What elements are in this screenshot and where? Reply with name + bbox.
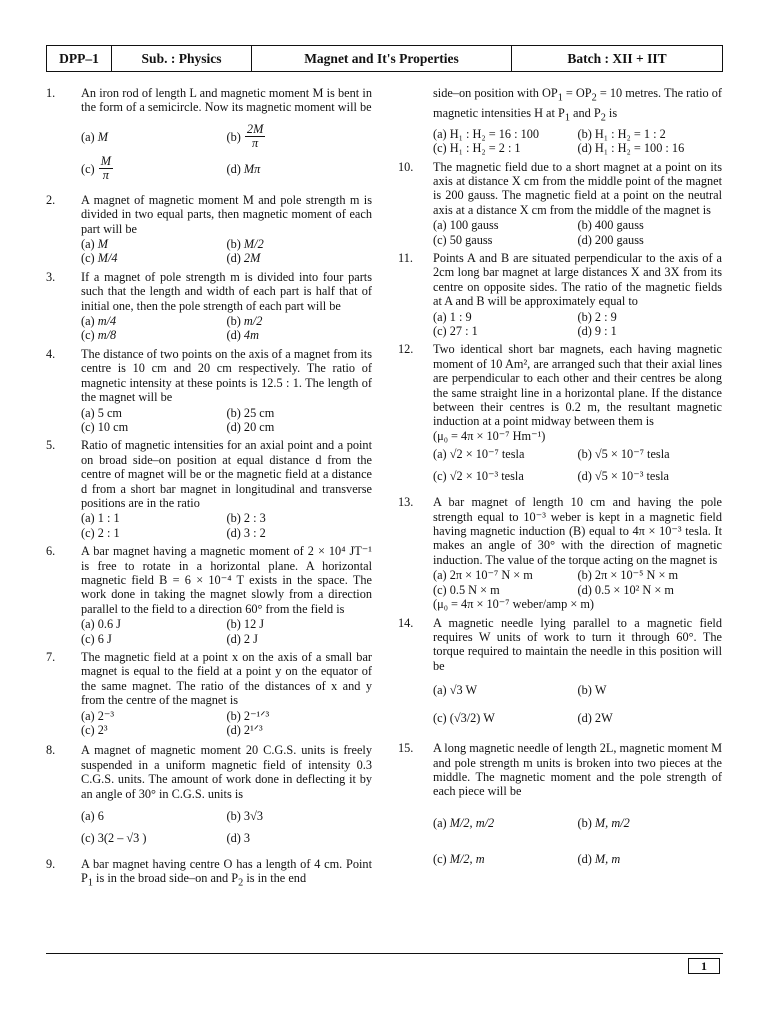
option-a: (a) 2π × 10⁻⁷ N × m	[433, 568, 533, 583]
fraction-m-over-pi: $\frac{M}{\pi}$	[100, 154, 111, 183]
option-a: (a) √2 × 10⁻⁷ tesla	[433, 447, 525, 462]
question-1	[46, 86, 372, 185]
batch-label: Batch : XII + IIT	[567, 50, 667, 66]
question-7: 7. The magnetic field at a point x on the axis of a small bar magnet is equal to the field at a point y on the equator of the same magnet. The ratio of the distances of x and y from the centre of the magnet is (a) 2⁻³ (b) 2⁻¹ᐟ³ (c) 2³ (d) 2¹ᐟ³	[46, 650, 372, 738]
option-d: (d) 20 cm	[226, 419, 275, 434]
question-9-continued: side–on position with $OP_1 = OP_2 = 10$ metres. The ratio of magnetic intensities H at $P_1$ and $P_2$ is (a) H₁ : H₂ = 16 : 100 (b) H₁ : H₂ = 1 : 2 (c) H₁ : H₂ = 2 : 1 (d) H₁ : H₂ = 100 : 16	[433, 86, 722, 156]
option-b: (b) 2 : 9	[577, 309, 617, 324]
option-b: (b) 25 cm	[226, 405, 275, 420]
mu-note: (μ₀ = 4π × 10⁻⁷ Hm⁻¹)	[433, 428, 546, 443]
option-a: (a) 0.6 J	[81, 617, 121, 632]
option-d: (d) 0.5 × 10² N × m	[577, 582, 674, 597]
question-text: An iron rod of length L and magnetic moment M is bent in the form of a semicircle. Now its magnetic moment will be	[81, 86, 372, 115]
question-12: 12. Two identical short bar magnets, each having magnetic moment of 10 Am², are arranged such that their axial lines are perpendicular to each other and their centres be along the same straight line in a horizontal plane. If the distance between their centres is 0.2 m, the resultant magnetic induction at a point midway between them is (μ₀ = 4π × 10⁻⁷ Hm⁻¹) (a) √2 × 10⁻⁷ tesla (b) √5 × 10⁻⁷ tesla (c) √2 × 10⁻³ tesla (d) √5 × 10⁻³ tesla	[398, 342, 722, 491]
option-a: (a) 100 gauss	[433, 218, 499, 233]
option-b: (b) M/2	[226, 237, 264, 252]
right-column	[398, 86, 722, 881]
option-b: (b) M, m/2	[577, 815, 630, 830]
question-2: 2. A magnet of magnetic moment M and pole strength m is divided in two equal parts, then magnetic moment of each part will be (a) M (b) M/2 (c) M/4 (d) 2M	[46, 192, 372, 266]
question-10: 10. The magnetic field due to a short magnet at a point on its axis at distance X cm from the middle point of the magnet is 200 gauss. The magnetic field at a point on the neutral axis at a distance X cm from the middle of the magnet is (a) 100 gauss (b) 400 gauss (c) 50 gauss (d) 200 gauss	[398, 159, 722, 247]
question-5: 5. Ratio of magnetic intensities for an axial point and a point on broad side–on position at equal distance d from the centre of magnet will be or the magnetic field at a distance d from a short bar magnet in longitudinal and transverse positions are in the ratio (a) 1 : 1 (b) 2 : 3 (c) 2 : 1 (d) 3 : 2	[46, 438, 372, 540]
option-b: (b) $\frac{2M}{\pi}$	[226, 122, 264, 151]
option-c: (c) 50 gauss	[433, 232, 493, 247]
option-c: (c) $\frac{M}{\pi}$	[81, 154, 111, 183]
options	[81, 121, 372, 185]
option-a: (a) 6	[81, 809, 104, 824]
option-b: (b) 2π × 10⁻⁵ N × m	[577, 568, 679, 583]
option-d: (d) 2W	[577, 710, 613, 725]
question-9-start: A bar magnet having centre O has a length of 4 cm. Point $P_1$ is in the broad side–on and $P_2$ is in the end	[81, 857, 372, 889]
option-d: (d) √5 × 10⁻³ tesla	[577, 469, 669, 484]
left-column	[46, 86, 372, 895]
option-b: (b) m/2	[226, 314, 263, 329]
option-b: (b) W	[577, 682, 607, 697]
option-d: (d) 2M	[226, 251, 261, 266]
question-14: 14. A magnetic needle lying parallel to a magnetic field requires W units of work to turn it through 60°. The torque required to maintain the needle in this position will be (a) √3 W (b) W (c) (√3/2) W (d) 2W	[398, 616, 722, 734]
option-d: (d) M, m	[577, 851, 621, 866]
option-b: (b) √5 × 10⁻⁷ tesla	[577, 447, 670, 462]
option-b: (b) 3√3	[226, 809, 263, 824]
option-c: (c) √2 × 10⁻³ tesla	[433, 469, 524, 484]
option-a: (a) M	[81, 129, 108, 144]
question-15: 15. A long magnetic needle of length 2L, magnetic moment M and pole strength m units is broken into two pieces at the middle. The magnetic moment and the pole strength of each piece will be (a) M/2, m/2 (b) M, m/2 (c) M/2, m (d) M, m	[398, 741, 722, 877]
question-9: 9. A bar magnet having centre O has a length of 4 cm. Point $P_1$ is in the broad side–on and $P_2$ is in the end	[46, 857, 372, 891]
option-d: (d) 9 : 1	[577, 324, 617, 338]
fraction-2m-over-pi: $\frac{2M}{\pi}$	[246, 122, 264, 151]
option-c: (c) 10 cm	[81, 419, 129, 434]
option-d: (d) Mπ	[226, 161, 261, 176]
question-4: 4. The distance of two points on the axis of a magnet from its centre is 10 cm and 20 cm respectively. The ratio of magnetic intensity at these points is 12.5 : 1. The length of the magnet will be (a) 5 cm (b) 25 cm (c) 10 cm (d) 20 cm	[46, 346, 372, 434]
topic-title: Magnet and It's Properties	[252, 46, 512, 71]
question-11: 11. Points A and B are situated perpendicular to the axis of a 2cm long bar magnet at large distances X and 3X from its centre on opposite sides. The ratio of the magnetic fields at A and B will be approximately equal to (a) 1 : 9 (b) 2 : 9 (c) 27 : 1 (d) 9 : 1	[398, 250, 722, 338]
option-c: (c) 3(2 – √3 )	[81, 831, 147, 846]
question-6: 6. A bar magnet having a magnetic moment of 2 × 10⁴ JT⁻¹ is free to rotate in a horizontal plane. A horizontal magnetic field B = 6 × 10⁻⁴ T exists in the space. The work done in taking the magnet slowly from a direction parallel to the field to a direction 60° from the field is (a) 0.6 J (b) 12 J (c) 6 J (d) 2 J	[46, 544, 372, 646]
option-b: (b) 12 J	[226, 617, 265, 632]
footer-rule	[46, 953, 723, 954]
option-c: (c) 0.5 N × m	[433, 582, 500, 597]
option-c: (c) 2 : 1	[81, 525, 120, 540]
option-a: (a) √3 W	[433, 682, 478, 697]
option-d: (d) 3	[226, 831, 251, 846]
option-c: (c) 27 : 1	[433, 324, 478, 338]
option-c: (c) H₁ : H₂ = 2 : 1	[433, 141, 521, 156]
option-b: (b) 2 : 3	[226, 511, 266, 526]
option-a: (a) 1 : 1	[81, 511, 120, 526]
option-d: (d) 3 : 2	[226, 525, 266, 540]
mu-note: (μ₀ = 4π × 10⁻⁷ weber/amp × m)	[433, 597, 595, 612]
option-a: (a) H₁ : H₂ = 16 : 100	[433, 126, 540, 141]
option-c: (c) m/8	[81, 328, 117, 343]
dpp-code: DPP–1	[47, 46, 112, 71]
page-number: 1	[688, 958, 720, 974]
option-d: (d) H₁ : H₂ = 100 : 16	[577, 141, 685, 156]
question-8: 8. A magnet of magnetic moment 20 C.G.S. units is freely suspended in a uniform magnetic field of intensity 0.3 C.G.S. units. The amount of work done in deflecting it by an angle of 30° in C.G.S. units is (a) 6 (b) 3√3 (c) 3(2 – √3 ) (d) 3	[46, 743, 372, 853]
option-b: (b) 400 gauss	[577, 218, 644, 233]
option-c: (c) M/2, m	[433, 851, 485, 866]
option-a: (a) 2⁻³	[81, 708, 115, 723]
option-d: (d) 200 gauss	[577, 232, 644, 247]
question-number: 1.	[46, 86, 56, 100]
option-d: (d) 2¹ᐟ³	[226, 723, 263, 738]
option-a: (a) M	[81, 237, 108, 252]
option-c: (c) 2³	[81, 723, 108, 738]
option-a: (a) m/4	[81, 314, 117, 329]
option-a: (a) M/2, m/2	[433, 815, 495, 830]
option-b: (b) H₁ : H₂ = 1 : 2	[577, 126, 666, 141]
option-c: (c) M/4	[81, 251, 118, 266]
option-c: (c) 6 J	[81, 631, 112, 646]
question-13: 13. A bar magnet of length 10 cm and having the pole strength equal to 10⁻³ weber is kept in a magnetic field having magnetic induction (B) equal to 4π × 10⁻³ tesla. It makes an angle of 30° with the direction of magnetic induction. The value of the torque acting on the magnet is (a) 2π × 10⁻⁷ N × m (b) 2π × 10⁻⁵ N × m (c) 0.5 N × m (d) 0.5 × 10² N × m (μ₀ = 4π × 10⁻⁷ weber/amp × m)	[398, 495, 722, 612]
option-b: (b) 2⁻¹ᐟ³	[226, 708, 270, 723]
subject-label: Sub. : Physics	[112, 46, 252, 71]
question-3: 3. If a magnet of pole strength m is divided into four parts such that the length and width of each part is half that of initial one, then the pole strength of each part will be (a) m/4 (b) m/2 (c) m/8 (d) 4m	[46, 269, 372, 343]
option-d: (d) 4m	[226, 328, 259, 343]
header-bar	[46, 45, 723, 72]
option-d: (d) 2 J	[226, 631, 258, 646]
option-a: (a) 1 : 9	[433, 309, 472, 324]
option-c: (c) (√3/2) W	[433, 710, 495, 725]
option-a: (a) 5 cm	[81, 405, 122, 420]
